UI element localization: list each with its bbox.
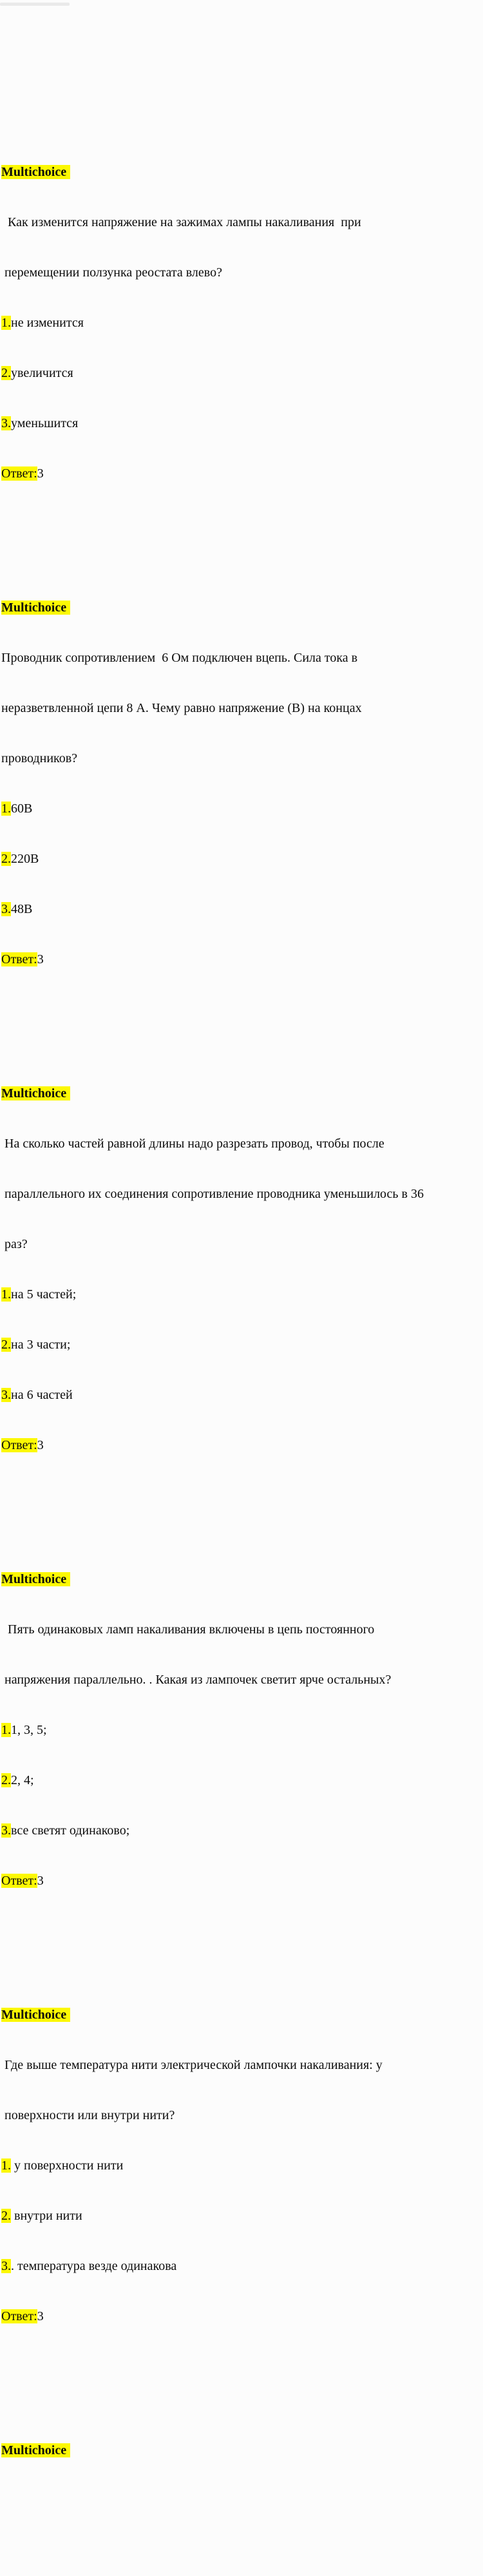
option-number: 1. <box>1 802 11 816</box>
question-type-line <box>1 599 483 616</box>
option-text: 1, 3, 5; <box>11 1723 47 1737</box>
question-type-line <box>1 2006 483 2023</box>
answer-line <box>1 2308 483 2325</box>
answer-option-3 <box>1 2258 483 2274</box>
answer-option-3 <box>1 415 483 432</box>
option-number: 2. <box>1 2209 11 2223</box>
answer-option-2 <box>1 2207 483 2224</box>
answer-option-2 <box>1 1772 483 1789</box>
option-number: 1. <box>1 1287 11 1302</box>
option-number: 3. <box>1 1388 11 1402</box>
answer-value: 3 <box>37 1438 44 1452</box>
question-block-5 <box>1 1973 483 2341</box>
option-text: все светят одинаково; <box>11 1823 130 1838</box>
option-text: 2, 4; <box>11 1773 34 1787</box>
question-text-line: поверхности или внутри нити? <box>1 2108 175 2122</box>
option-text: 220В <box>11 852 39 866</box>
answer-option-1 <box>1 1286 483 1303</box>
answer-option-2 <box>1 1336 483 1353</box>
question-text-line: Пять одинаковых ламп накаливания включены в цепь постоянного <box>1 1622 375 1637</box>
question-text-line: раз? <box>1 1237 28 1251</box>
question-type-line <box>1 164 483 180</box>
answer-option-3 <box>1 1822 483 1839</box>
option-number: 2. <box>1 852 11 866</box>
multichoice-label: Multichoice <box>1 2443 70 2457</box>
answer-option-3 <box>1 1387 483 1403</box>
question-block-1 <box>1 130 483 499</box>
option-text: на 3 части; <box>11 1338 71 1352</box>
option-text: уменьшится <box>11 416 79 430</box>
scan-artifact <box>0 3 70 6</box>
multichoice-label: Multichoice <box>1 1572 70 1586</box>
question-text-line: неразветвленной цепи 8 А. Чему равно напряжение (В) на концах <box>1 701 362 715</box>
option-text: увеличится <box>11 366 73 380</box>
question-type-line <box>1 2442 483 2459</box>
option-text: на 6 частей <box>11 1388 73 1402</box>
question-text-line: Проводник сопротивлением 6 Ом подключен вцепь. Сила тока в <box>1 651 358 665</box>
answer-line <box>1 1437 483 1454</box>
answer-value: 3 <box>37 1874 44 1888</box>
option-number: 1. <box>1 316 11 330</box>
question-block-6 <box>1 2408 483 2475</box>
option-number: 2. <box>1 1773 11 1787</box>
multichoice-label: Multichoice <box>1 165 70 179</box>
answer-option-1 <box>1 2157 483 2174</box>
multichoice-label: Multichoice <box>1 601 70 615</box>
option-text: . температура везде одинакова <box>11 2259 177 2273</box>
question-type-line <box>1 1085 483 1102</box>
answer-label: Ответ: <box>1 1438 37 1452</box>
question-block-4 <box>1 1537 483 1906</box>
option-text: на 5 частей; <box>11 1287 77 1302</box>
option-text: у поверхности нити <box>11 2158 124 2173</box>
question-text-line: На сколько частей равной длины надо разрезать провод, чтобы после <box>1 1137 384 1151</box>
answer-label: Ответ: <box>1 466 37 481</box>
answer-value: 3 <box>37 2309 44 2323</box>
answer-option-2 <box>1 851 483 867</box>
question-text-line: напряжения параллельно. . Какая из лампочек светит ярче остальных? <box>1 1673 392 1687</box>
option-number: 2. <box>1 1338 11 1352</box>
option-number: 3. <box>1 902 11 916</box>
option-text: 48В <box>11 902 33 916</box>
option-number: 3. <box>1 2259 11 2273</box>
answer-line <box>1 465 483 482</box>
answer-value: 3 <box>37 952 44 966</box>
multichoice-label: Multichoice <box>1 2008 70 2022</box>
answer-line <box>1 951 483 968</box>
option-text: 60В <box>11 802 33 816</box>
answer-option-2 <box>1 365 483 381</box>
answer-option-1 <box>1 314 483 331</box>
option-text: внутри нити <box>11 2209 82 2223</box>
answer-label: Ответ: <box>1 2309 37 2323</box>
answer-line <box>1 1872 483 1889</box>
question-text-line: Где выше температура нити электрической лампочки накаливания: у <box>1 2058 383 2072</box>
answer-option-1 <box>1 800 483 817</box>
question-text-line: параллельного их соединения сопротивление проводника уменьшилось в 36 <box>1 1187 424 1201</box>
question-block-2 <box>1 566 483 985</box>
answer-option-1 <box>1 1722 483 1738</box>
option-text: не изменится <box>11 316 84 330</box>
question-text-line: Как изменится напряжение на зажимах лампы накаливания при <box>1 215 361 229</box>
question-block-3 <box>1 1052 483 1470</box>
answer-option-3 <box>1 901 483 918</box>
option-number: 3. <box>1 1823 11 1838</box>
answer-value: 3 <box>37 466 44 481</box>
answer-label: Ответ: <box>1 952 37 966</box>
question-text-line: проводников? <box>1 751 78 765</box>
option-number: 3. <box>1 416 11 430</box>
question-text-line: перемещении ползунка реостата влево? <box>1 265 222 280</box>
answer-label: Ответ: <box>1 1874 37 1888</box>
option-number: 1. <box>1 1723 11 1737</box>
question-type-line <box>1 1571 483 1588</box>
option-number: 2. <box>1 366 11 380</box>
multichoice-label: Multichoice <box>1 1086 70 1101</box>
option-number: 1. <box>1 2158 11 2173</box>
